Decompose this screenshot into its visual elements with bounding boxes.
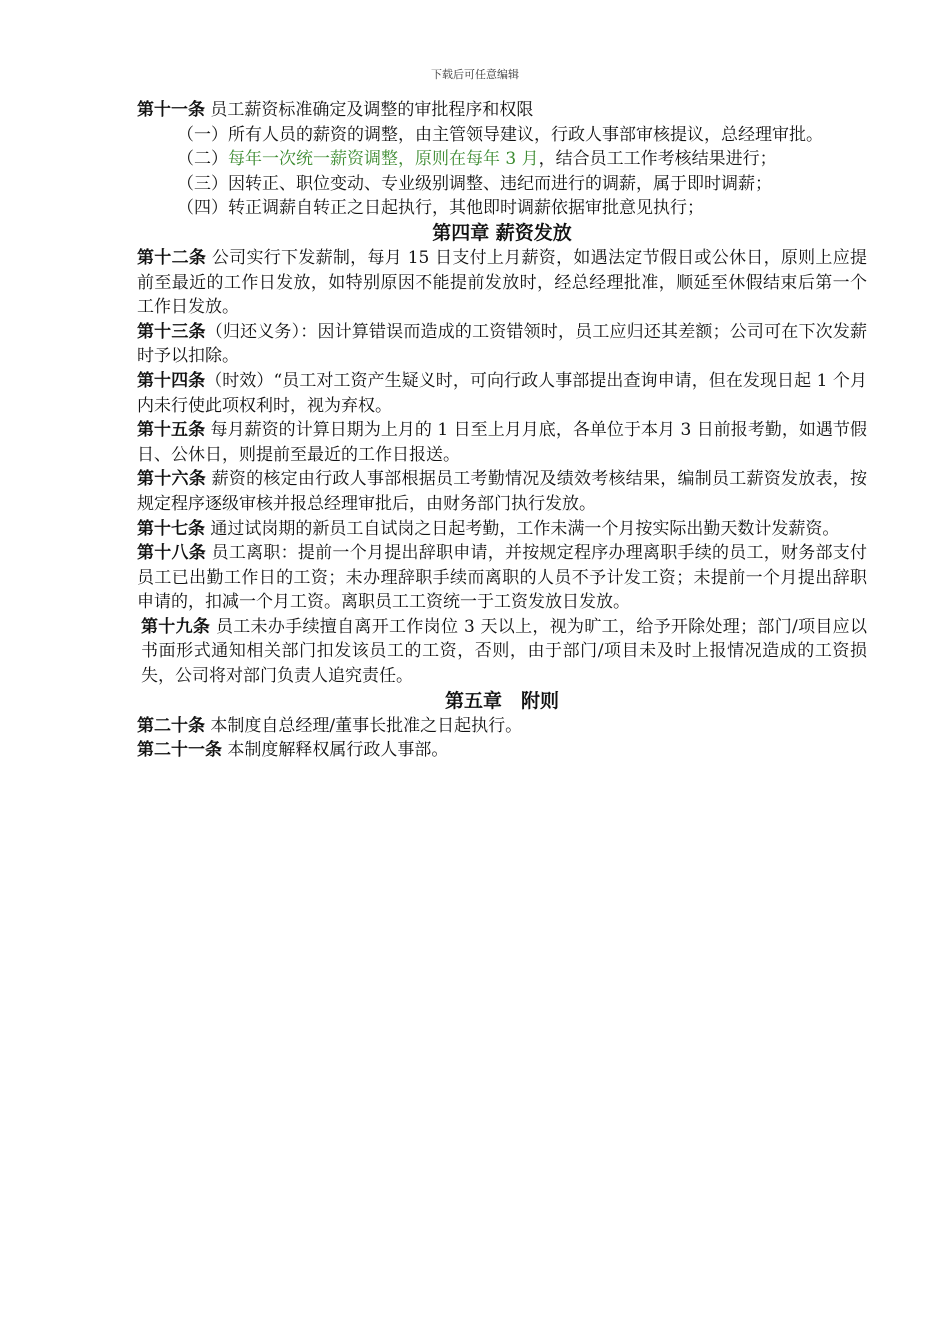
page-header: 下载后可任意编辑 xyxy=(431,68,519,81)
article-label: 第二十一条 xyxy=(137,740,222,761)
article-label: 第十二条 xyxy=(137,247,207,268)
article-title: 员工薪资标准确定及调整的审批程序和权限 xyxy=(205,100,534,120)
article-11-item-4: （四）转正调薪自转正之日起执行，其他即时调薪依据审批意见执行； xyxy=(177,198,704,219)
chapter-5-title: 第五章 附则 xyxy=(444,689,559,712)
article-label: 第十五条 xyxy=(137,420,206,441)
item-suffix: ，结合员工工作考核结果进行； xyxy=(538,149,777,170)
article-label: 第十六条 xyxy=(137,469,207,490)
article-label: 第十九条 xyxy=(141,616,211,637)
article-label: 第二十条 xyxy=(137,715,205,736)
article-text: 每月薪资的计算日期为上月的 1 日至上月月底，各单位于本月 3 日前报考勤，如遇节假日、公休日，则提前至最近的工作日报送。 xyxy=(137,420,867,465)
document-body xyxy=(137,98,867,763)
article-19 xyxy=(137,615,867,689)
article-text: 通过试岗期的新员工自试岗之日起考勤，工作未满一个月按实际出勤天数计发薪资。 xyxy=(205,518,840,539)
item-prefix: （二） xyxy=(177,149,228,170)
article-label: 第十三条 xyxy=(137,321,206,342)
article-11-item-3: （三）因转正、职位变动、专业级别调整、违纪而进行的调薪，属于即时调薪； xyxy=(177,173,772,194)
article-15 xyxy=(137,418,867,467)
article-18 xyxy=(137,541,867,615)
article-16 xyxy=(137,467,867,516)
highlighted-text: 每年一次统一薪资调整，原则在每年 3 月 xyxy=(228,149,539,170)
article-text: 本制度解释权属行政人事部。 xyxy=(222,740,449,761)
article-text: 公司实行下发薪制，每月 15 日支付上月薪资，如遇法定节假日或公休日，原则上应提前至最近的工作日发放，如特别原因不能提前发放时，经总经理批准，顺延至休假结束后第一个工作日发放。 xyxy=(137,247,868,318)
article-11-item-1: （一）所有人员的薪资的调整，由主管领导建议，行政人事部审核提议，总经理审批。 xyxy=(177,124,823,145)
article-17 xyxy=(137,517,867,542)
article-text: 员工未办手续擅自离开工作岗位 3 天以上，视为旷工，给予开除处理；部门/项目应以书面形式通知相关部门扣发该员工的工资，否则，由于部门/项目未及时上报情况造成的工资损失，公司将对部门负责人追究责任。 xyxy=(141,616,867,687)
article-text: 本制度自总经理/董事长批准之日起执行。 xyxy=(205,715,523,736)
chapter-4-title: 第四章 薪资发放 xyxy=(432,221,572,244)
article-14 xyxy=(137,369,867,418)
article-text: 员工离职：提前一个月提出辞职申请，并按规定程序办理离职手续的员工，财务部支付员工已出勤工作日的工资；未办理辞职手续而离职的人员不予计发工资；未提前一个月提出辞职申请的，扣减一个月工资。离职员工工资统一于工资发放日发放。 xyxy=(137,543,868,613)
article-21 xyxy=(137,738,867,763)
article-label: 第十八条 xyxy=(137,543,207,564)
article-label: 第十四条 xyxy=(137,370,206,391)
article-20 xyxy=(137,714,867,739)
article-text: （归还义务）：因计算错误而造成的工资错领时，员工应归还其差额；公司可在下次发薪时予以扣除。 xyxy=(137,321,868,367)
article-11-item-2 xyxy=(137,147,867,172)
article-text: 薪资的核定由行政人事部根据员工考勤情况及绩效考核结果，编制员工薪资发放表，按规定程序逐级审核并报总经理审批后，由财务部门执行发放。 xyxy=(137,469,868,514)
article-11-heading xyxy=(137,98,867,123)
article-label: 第十一条 xyxy=(137,100,205,120)
article-label: 第十七条 xyxy=(137,518,205,539)
article-text: （时效）“员工对工资产生疑义时，可向行政人事部提出查询申请，但在发现日起 1 个月内未行使此项权利时，视为弃权。 xyxy=(137,370,867,416)
article-12 xyxy=(137,246,867,320)
article-13 xyxy=(137,320,867,369)
